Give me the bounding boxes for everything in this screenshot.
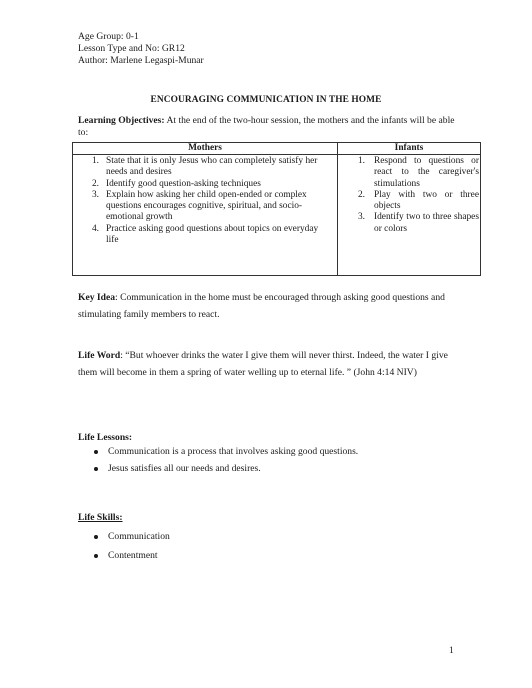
author: Author: Marlene Legaspi-Munar <box>78 55 204 66</box>
mothers-objectives-list <box>73 156 337 246</box>
learning-objectives-label: Learning Objectives: <box>78 115 165 126</box>
list-item: 4. Practice asking good questions about topics on everyday life <box>91 223 319 245</box>
column-header-mothers: Mothers <box>73 143 338 155</box>
document-title: ENCOURAGING COMMUNICATION IN THE HOME <box>150 95 382 105</box>
life-word-text: : “But whoever drinks the water I give them will never thirst. Indeed, the water I give them will become in them a spring of water welling up to eternal life. ” (John 4:14 NIV) <box>78 350 448 378</box>
learning-objectives-text: At the end of the two-hour session, the mothers and the infants will be able to: <box>78 115 455 138</box>
age-group: Age Group: 0-1 <box>78 31 139 42</box>
objectives-table-row <box>73 155 481 276</box>
bullet-icon <box>94 535 98 539</box>
list-item: 2. Identify good question-asking techniques <box>91 178 261 189</box>
life-word-label: Life Word <box>78 350 121 361</box>
list-item: Jesus satisfies all our needs and desires. <box>94 463 261 475</box>
list-item: Communication is a process that involves asking good questions. <box>94 446 358 458</box>
bullet-icon <box>94 554 98 558</box>
life-lessons-heading: Life Lessons: <box>78 432 133 443</box>
infants-cell <box>338 155 481 276</box>
column-header-infants: Infants <box>338 143 481 155</box>
list-item: 2. Play with two or three objects <box>357 189 479 212</box>
objectives-table-header <box>73 143 481 155</box>
objectives-table <box>72 142 481 276</box>
list-item: 1. Respond to questions or react to the caregiver's stimulations <box>357 156 479 189</box>
list-item: 3. Explain how asking her child open-ended or complex questions encourages cognitive, spiritual, and socio-emotional growth <box>91 189 307 223</box>
list-item: Communication <box>94 531 170 543</box>
bullet-icon <box>94 467 98 471</box>
mothers-cell <box>73 155 338 276</box>
list-item: 1. State that it is only Jesus who can completely satisfy her needs and desires <box>91 156 318 178</box>
life-skills-heading: Life Skills: <box>78 512 123 523</box>
list-item: Contentment <box>94 550 158 562</box>
infants-objectives-list <box>338 156 480 235</box>
life-word <box>78 347 458 381</box>
document-header <box>78 31 204 67</box>
key-idea-label: Key Idea <box>78 292 116 303</box>
lesson-type: Lesson Type and No: GR12 <box>78 43 185 54</box>
key-idea-text: : Communication in the home must be encouraged through asking good questions and stimulating family members to react. <box>78 292 445 320</box>
page-number: 1 <box>449 645 454 656</box>
bullet-icon <box>94 450 98 454</box>
key-idea <box>78 289 458 323</box>
list-item: 3. Identify two to three shapes or colors <box>357 212 479 234</box>
learning-objectives <box>78 115 460 138</box>
